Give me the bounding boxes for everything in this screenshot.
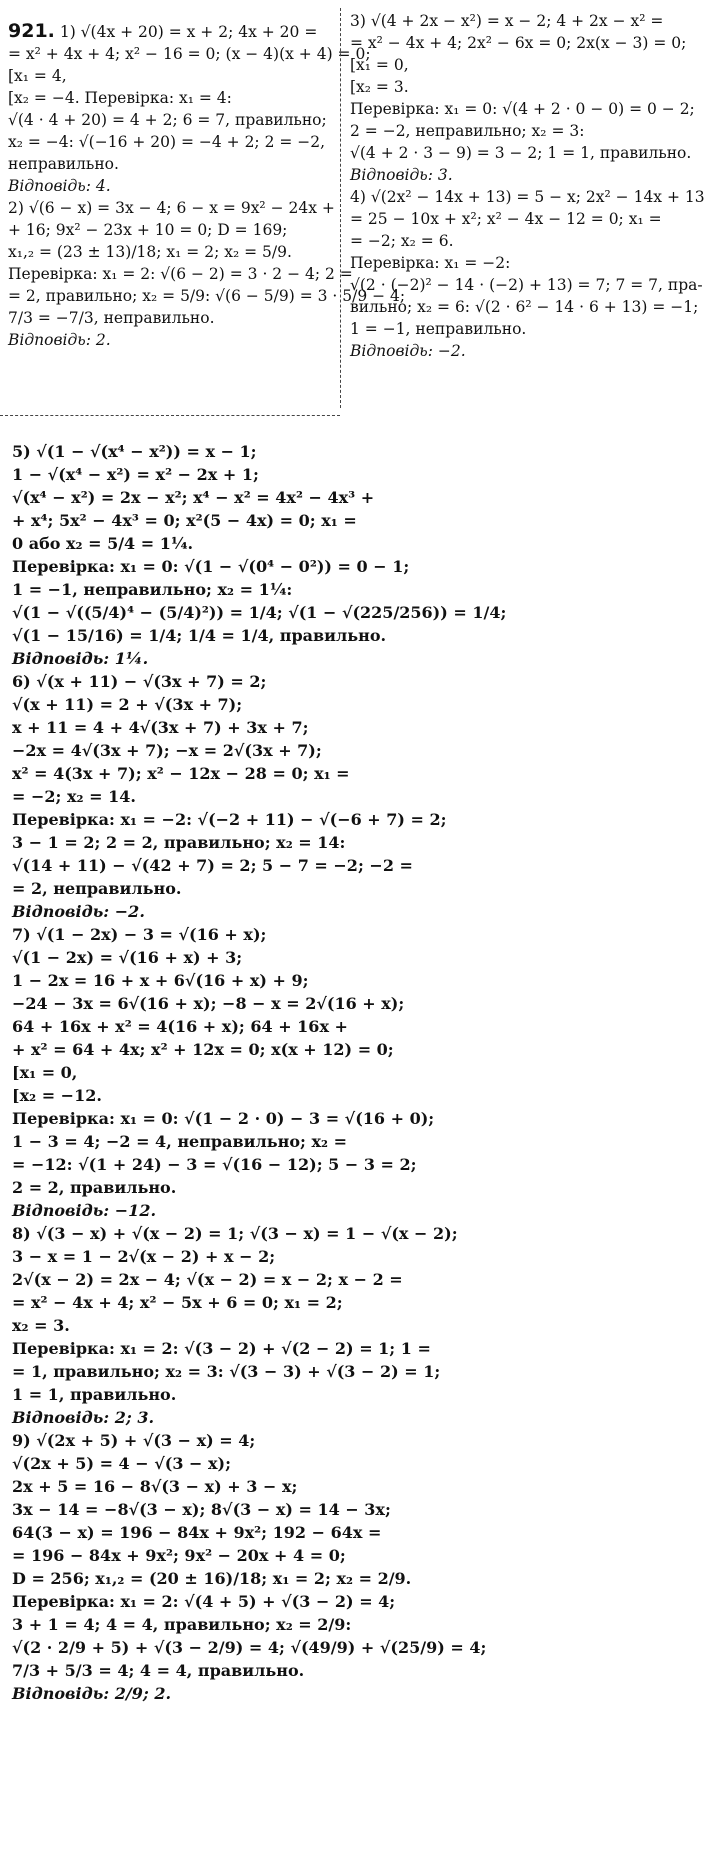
bottom-line: 3 − 1 = 2; 2 = 2, правильно; x₂ = 14: bbox=[12, 833, 346, 852]
bottom-line: √(1 − 2x) = √(16 + x) + 3; bbox=[12, 948, 243, 967]
bottom-line: [x₂ = −12. bbox=[12, 1086, 102, 1105]
top-right-line: Перевірка: x₁ = 0: √(4 + 2 · 0 − 0) = 0 − 2; bbox=[350, 100, 695, 118]
bottom-line: = −2; x₂ = 14. bbox=[12, 787, 136, 806]
top-left-line: 7/3 = −7/3, неправильно. bbox=[8, 309, 215, 327]
bottom-line: x² = 4(3x + 7); x² − 12x − 28 = 0; x₁ = bbox=[12, 764, 350, 783]
top-left-line: [x₂ = −4. Перевірка: x₁ = 4: bbox=[8, 89, 232, 107]
top-right-line: = 25 − 10x + x²; x² − 4x − 12 = 0; x₁ = bbox=[350, 210, 662, 228]
top-right-line: вильно; x₂ = 6: √(2 · 6² − 14 · 6 + 13) = −1; bbox=[350, 298, 699, 316]
bottom-line: √(2x + 5) = 4 − √(3 − x); bbox=[12, 1454, 232, 1473]
bottom-line: Перевірка: x₁ = 0: √(1 − 2 · 0) − 3 = √(16 + 0); bbox=[12, 1109, 435, 1128]
bottom-line: x + 11 = 4 + 4√(3x + 7) + 3x + 7; bbox=[12, 718, 309, 737]
vertical-divider bbox=[340, 8, 341, 408]
bottom-line: 64 + 16x + x² = 4(16 + x); 64 + 16x + bbox=[12, 1017, 348, 1036]
bottom-line: 3x − 14 = −8√(3 − x); 8√(3 − x) = 14 − 3x; bbox=[12, 1500, 391, 1519]
bottom-line: [x₁ = 0, bbox=[12, 1063, 78, 1082]
top-right-line: 2 = −2, неправильно; x₂ = 3: bbox=[350, 122, 585, 140]
bottom-line: √(x⁴ − x²) = 2x − x²; x⁴ − x² = 4x² − 4x³ + bbox=[12, 488, 375, 507]
bottom-line: = 196 − 84x + 9x²; 9x² − 20x + 4 = 0; bbox=[12, 1546, 346, 1565]
bottom-line: 7/3 + 5/3 = 4; 4 = 4, правильно. bbox=[12, 1661, 305, 1680]
bottom-line: Перевірка: x₁ = 2: √(4 + 5) + √(3 − 2) = 4; bbox=[12, 1592, 396, 1611]
bottom-line: Перевірка: x₁ = 2: √(3 − 2) + √(2 − 2) = 1; 1 = bbox=[12, 1339, 431, 1358]
bottom-line: 1 = −1, неправильно; x₂ = 1¼: bbox=[12, 580, 293, 599]
top-left-line: Перевірка: x₁ = 2: √(6 − 2) = 3 · 2 − 4; 2 = bbox=[8, 265, 353, 283]
bottom-line: √(1 − 15/16) = 1/4; 1/4 = 1/4, правильно. bbox=[12, 626, 387, 645]
bottom-line: + x⁴; 5x² − 4x³ = 0; x²(5 − 4x) = 0; x₁ = bbox=[12, 511, 357, 530]
bottom-line: √(2 · 2/9 + 5) + √(3 − 2/9) = 4; √(49/9) + √(25/9) = 4; bbox=[12, 1638, 487, 1657]
bottom-line: 6) √(x + 11) − √(3x + 7) = 2; bbox=[12, 672, 267, 691]
bottom-line: = x² − 4x + 4; x² − 5x + 6 = 0; x₁ = 2; bbox=[12, 1293, 343, 1312]
bottom-line: = 2, неправильно. bbox=[12, 879, 182, 898]
bottom-line: Відповідь: −2. bbox=[12, 902, 145, 921]
bottom-line: 1 − 3 = 4; −2 = 4, неправильно; x₂ = bbox=[12, 1132, 347, 1151]
bottom-line: 7) √(1 − 2x) − 3 = √(16 + x); bbox=[12, 925, 267, 944]
top-right-line: = −2; x₂ = 6. bbox=[350, 232, 454, 250]
top-left-line: неправильно. bbox=[8, 155, 119, 173]
top-right-line: √(4 + 2 · 3 − 9) = 3 − 2; 1 = 1, правильно. bbox=[350, 144, 692, 162]
bottom-line: 3 − x = 1 − 2√(x − 2) + x − 2; bbox=[12, 1247, 276, 1266]
top-right-column bbox=[350, 10, 710, 362]
bottom-line: −24 − 3x = 6√(16 + x); −8 − x = 2√(16 + x); bbox=[12, 994, 405, 1013]
top-left-line: √(4 · 4 + 20) = 4 + 2; 6 = 7, правильно; bbox=[8, 111, 327, 129]
bottom-line: D = 256; x₁,₂ = (20 ± 16)/18; x₁ = 2; x₂ = 2/9. bbox=[12, 1569, 412, 1588]
bottom-line: 1 − 2x = 16 + x + 6√(16 + x) + 9; bbox=[12, 971, 309, 990]
top-left-line: = x² + 4x + 4; x² − 16 = 0; (x − 4)(x + 4) = 0; bbox=[8, 45, 371, 63]
horizontal-divider bbox=[0, 415, 340, 416]
top-right-line: [x₂ = 3. bbox=[350, 78, 409, 96]
bottom-line: 9) √(2x + 5) + √(3 − x) = 4; bbox=[12, 1431, 256, 1450]
top-right-line: 3) √(4 + 2x − x²) = x − 2; 4 + 2x − x² = bbox=[350, 12, 664, 30]
top-left-line: x₂ = −4: √(−16 + 20) = −4 + 2; 2 = −2, bbox=[8, 133, 326, 151]
top-right-line: = x² − 4x + 4; 2x² − 6x = 0; 2x(x − 3) = 0; bbox=[350, 34, 687, 52]
top-right-line: 4) √(2x² − 14x + 13) = 5 − x; 2x² − 14x + 13 bbox=[350, 188, 705, 206]
bottom-line: 2x + 5 = 16 − 8√(3 − x) + 3 − x; bbox=[12, 1477, 298, 1496]
top-left-line: + 16; 9x² − 23x + 10 = 0; D = 169; bbox=[8, 221, 288, 239]
bottom-line: 2√(x − 2) = 2x − 4; √(x − 2) = x − 2; x − 2 = bbox=[12, 1270, 403, 1289]
bottom-line: Відповідь: 2/9; 2. bbox=[12, 1684, 172, 1703]
bottom-line: √(x + 11) = 2 + √(3x + 7); bbox=[12, 695, 243, 714]
top-right-line: Перевірка: x₁ = −2: bbox=[350, 254, 511, 272]
top-left-line: 1) √(4x + 20) = x + 2; 4x + 20 = bbox=[59, 23, 318, 41]
bottom-line: 8) √(3 − x) + √(x − 2) = 1; √(3 − x) = 1 − √(x − 2); bbox=[12, 1224, 458, 1243]
bottom-line: 1 = 1, правильно. bbox=[12, 1385, 177, 1404]
bottom-line: √(14 + 11) − √(42 + 7) = 2; 5 − 7 = −2; −2 = bbox=[12, 856, 413, 875]
top-right-line: √(2 · (−2)² − 14 · (−2) + 13) = 7; 7 = 7, пра- bbox=[350, 276, 703, 294]
bottom-line: Перевірка: x₁ = −2: √(−2 + 11) − √(−6 + 7) = 2; bbox=[12, 810, 447, 829]
bottom-line: 3 + 1 = 4; 4 = 4, правильно; x₂ = 2/9: bbox=[12, 1615, 352, 1634]
top-left-line: Відповідь: 4. bbox=[8, 177, 111, 195]
bottom-line: Відповідь: 1¼. bbox=[12, 649, 149, 668]
bottom-line: 64(3 − x) = 196 − 84x + 9x²; 192 − 64x = bbox=[12, 1523, 382, 1542]
bottom-line: + x² = 64 + 4x; x² + 12x = 0; x(x + 12) = 0; bbox=[12, 1040, 394, 1059]
bottom-line: = −12: √(1 + 24) − 3 = √(16 − 12); 5 − 3 = 2; bbox=[12, 1155, 417, 1174]
bottom-line: 0 або x₂ = 5/4 = 1¼. bbox=[12, 534, 194, 553]
bottom-line: = 1, правильно; x₂ = 3: √(3 − 3) + √(3 − 2) = 1; bbox=[12, 1362, 441, 1381]
top-left-line: x₁,₂ = (23 ± 13)/18; x₁ = 2; x₂ = 5/9. bbox=[8, 243, 292, 261]
top-right-line: 1 = −1, неправильно. bbox=[350, 320, 527, 338]
problem-number: 921. bbox=[8, 20, 55, 42]
bottom-line: x₂ = 3. bbox=[12, 1316, 70, 1335]
top-left-line: = 2, правильно; x₂ = 5/9: √(6 − 5/9) = 3 · 5/9 − 4; bbox=[8, 287, 406, 305]
top-left-line: 2) √(6 − x) = 3x − 4; 6 − x = 9x² − 24x + bbox=[8, 199, 335, 217]
bottom-line: Перевірка: x₁ = 0: √(1 − √(0⁴ − 0²)) = 0 − 1; bbox=[12, 557, 410, 576]
bottom-line: 5) √(1 − √(x⁴ − x²)) = x − 1; bbox=[12, 442, 257, 461]
bottom-line: 1 − √(x⁴ − x²) = x² − 2x + 1; bbox=[12, 465, 259, 484]
top-right-line: Відповідь: 3. bbox=[350, 166, 453, 184]
top-left-line: [x₁ = 4, bbox=[8, 67, 67, 85]
top-left-line: Відповідь: 2. bbox=[8, 331, 111, 349]
bottom-line: √(1 − √((5/4)⁴ − (5/4)²)) = 1/4; √(1 − √(225/256)) = 1/4; bbox=[12, 603, 507, 622]
bottom-column bbox=[12, 440, 507, 1705]
bottom-line: −2x = 4√(3x + 7); −x = 2√(3x + 7); bbox=[12, 741, 322, 760]
bottom-line: Відповідь: 2; 3. bbox=[12, 1408, 155, 1427]
top-right-line: Відповідь: −2. bbox=[350, 342, 466, 360]
top-right-line: [x₁ = 0, bbox=[350, 56, 409, 74]
bottom-line: Відповідь: −12. bbox=[12, 1201, 157, 1220]
bottom-line: 2 = 2, правильно. bbox=[12, 1178, 177, 1197]
